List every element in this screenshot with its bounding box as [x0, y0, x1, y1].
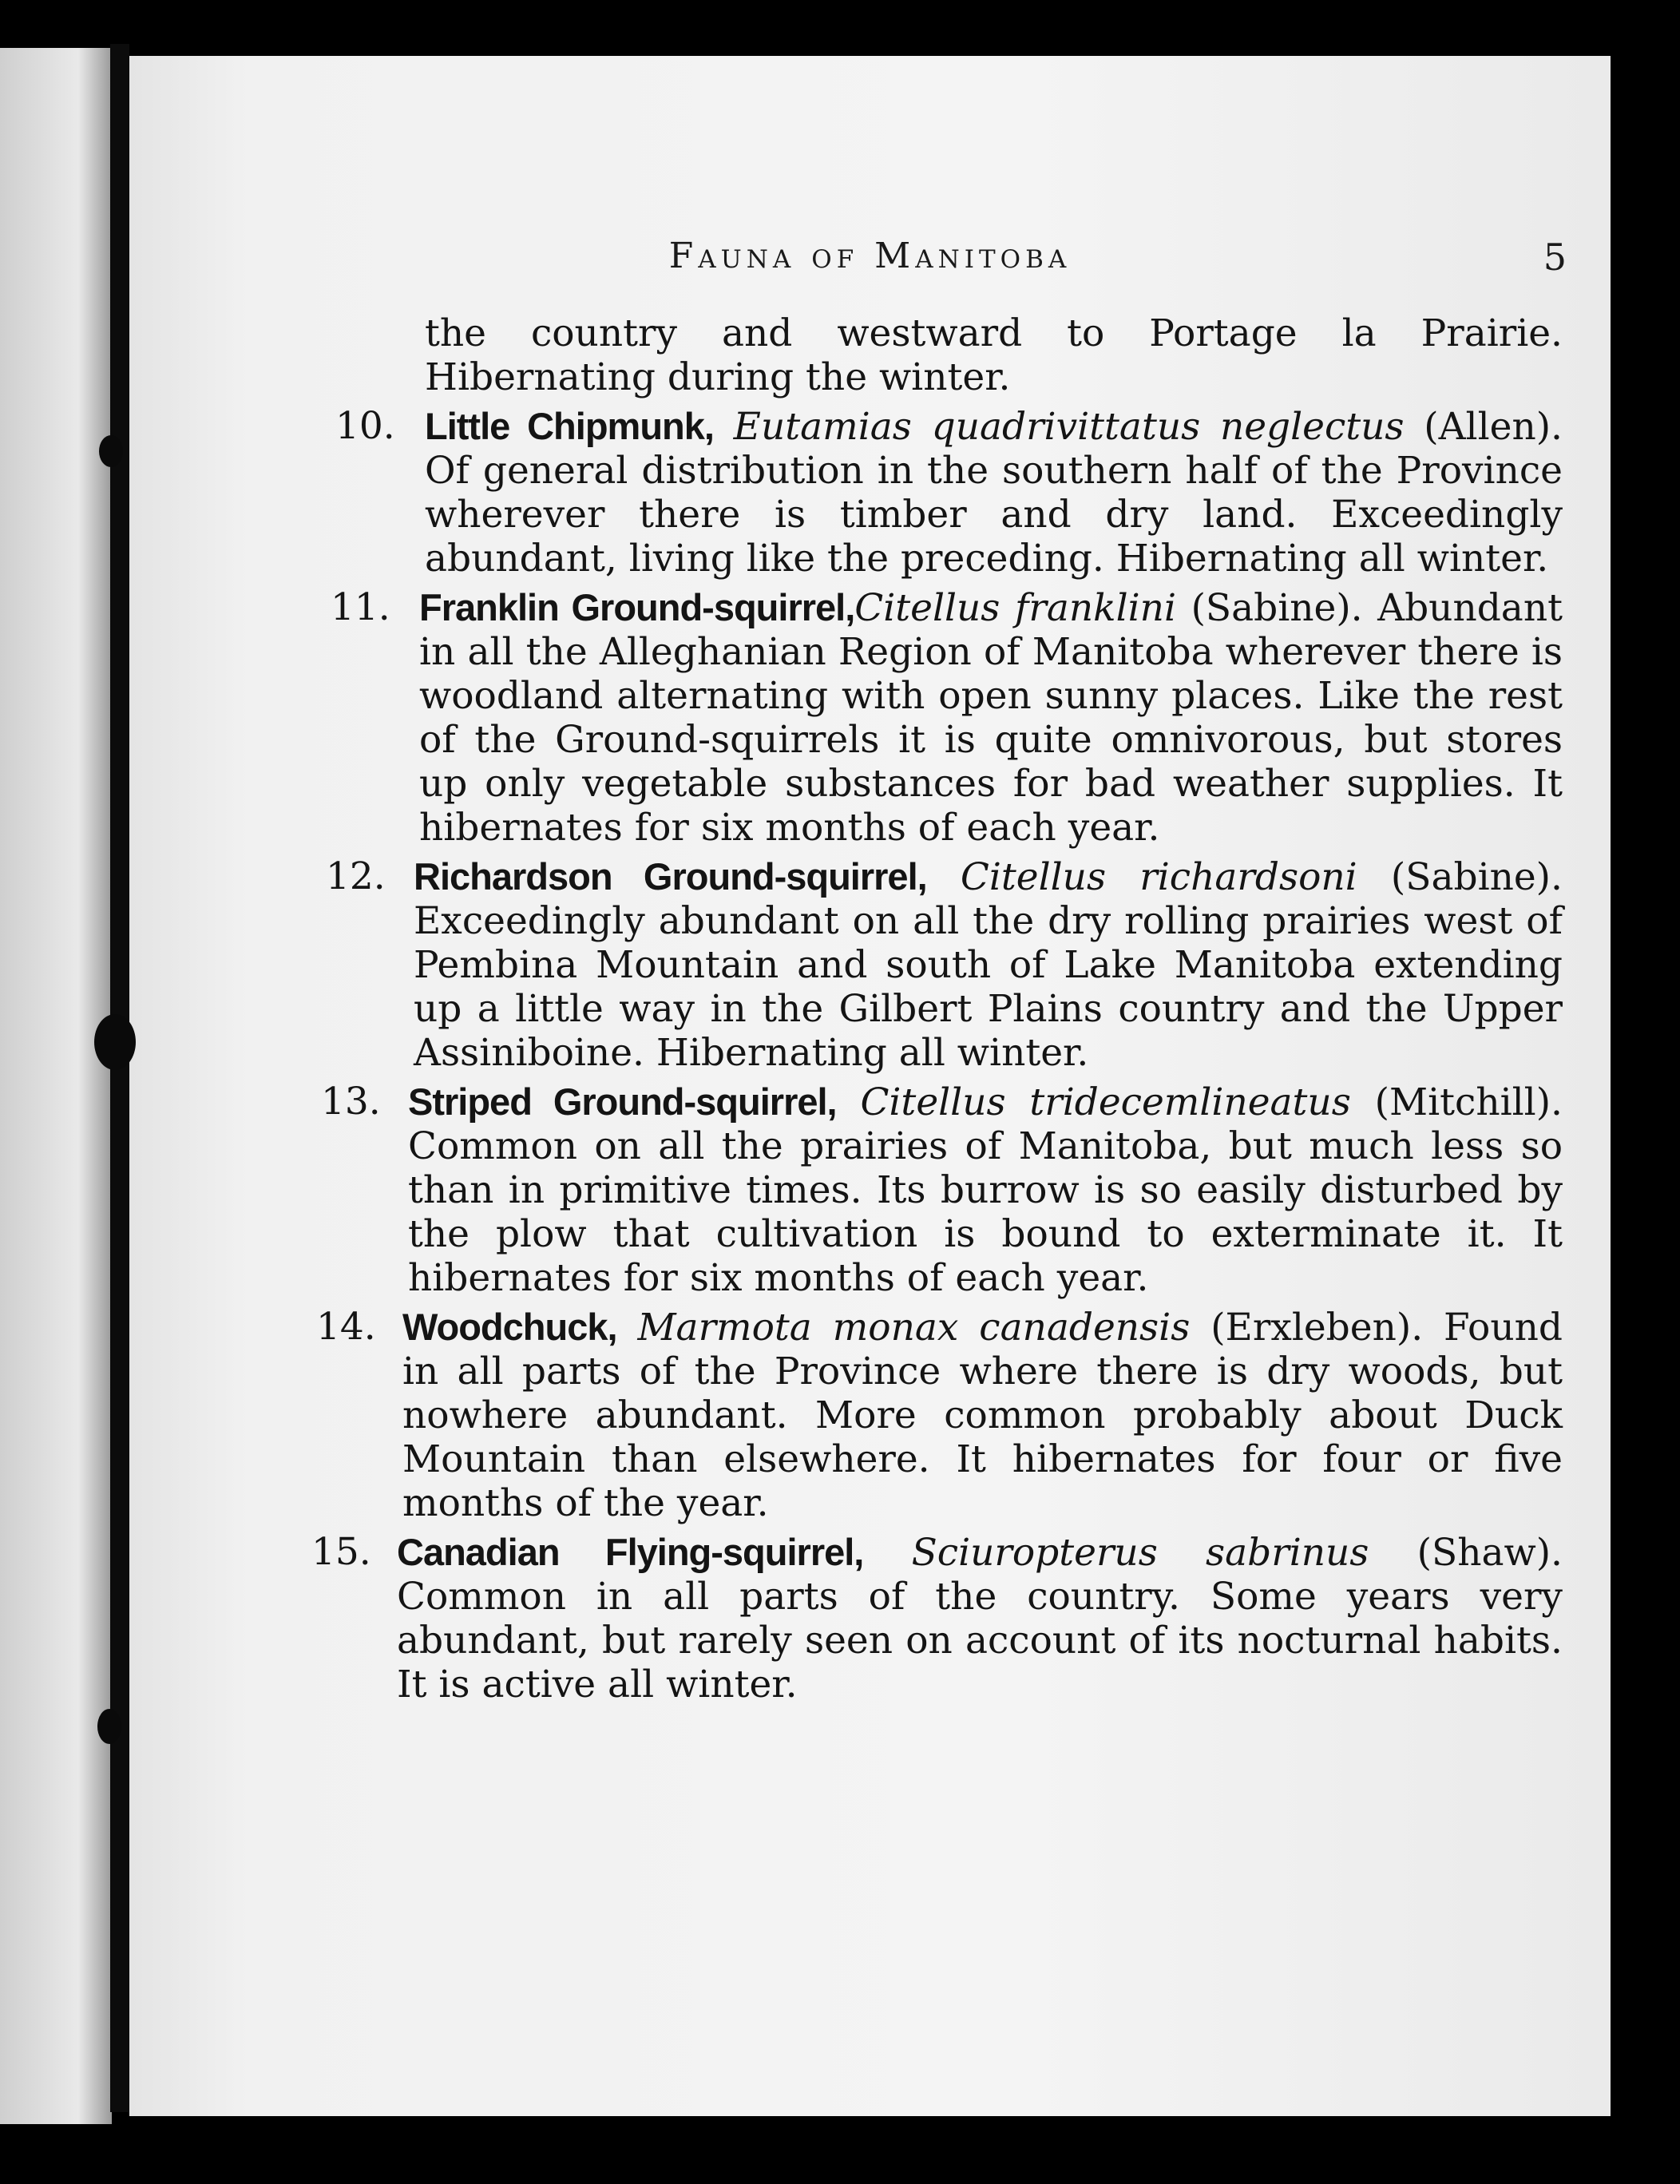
entry-description: (Erxleben). Found in all parts of the Province where there is dry woods, but nowhere abundant. More common probably about Duck Mountain than elsewhere. It hibernates for four or five months of the year.	[402, 1306, 1563, 1525]
entry-description: (Allen). Of general distribution in the southern half of the Province wherever there is timber and dry land. Exceedingly abundant, living like the preceding. Hibernating all winter.	[425, 405, 1563, 581]
page-title: Fauna of Manitoba	[668, 236, 1072, 276]
common-name: Franklin Ground-squirrel,	[419, 586, 855, 628]
entry-description: (Sabine). Abundant in all the Alleghanian Region of Manitoba wherever there is woodland alternating with open sunny places. Like the rest of the Ground-squirrels it is quite omnivorous, but stores up only vegetable substances for bad weather supplies. It hibernates for six months of each year.	[419, 586, 1563, 850]
species-entry	[129, 854, 1611, 1075]
scientific-name: Eutamias quadrivittatus neglectus	[733, 405, 1405, 449]
entry-number: 12.	[326, 854, 386, 898]
running-head	[129, 224, 1611, 295]
facing-page-edge	[0, 48, 112, 2124]
species-entry	[129, 1080, 1611, 1300]
page-number: 5	[1543, 236, 1567, 279]
book-page	[129, 56, 1611, 2116]
page-body	[129, 311, 1611, 1706]
common-name: Richardson Ground-squirrel,	[414, 855, 927, 898]
continuation-paragraph: the country and westward to Portage la Prairie. Hibernating during the winter.	[425, 311, 1563, 399]
book-spine	[110, 44, 129, 2112]
entry-number: 14.	[316, 1305, 376, 1349]
scientific-name: Sciuropterus sabrinus	[911, 1531, 1369, 1575]
common-name: Little Chipmunk,	[425, 405, 714, 447]
common-name: Canadian Flying-squirrel,	[397, 1531, 864, 1573]
entry-description: (Shaw). Common in all parts of the country. Some years very abundant, but rarely seen on account of its nocturnal habits. It is active all winter.	[397, 1531, 1563, 1706]
entry-number: 15.	[311, 1530, 371, 1574]
entry-number: 11.	[331, 585, 390, 629]
spine-damage-mark	[94, 1014, 136, 1070]
entry-number: 10.	[335, 404, 395, 448]
entry-description: (Sabine). Exceedingly abundant on all the dry rolling prairies west of Pembina Mountain and south of Lake Manitoba extending up a little way in the Gilbert Plains country and the Upper Assiniboine. Hibernating all winter.	[414, 855, 1563, 1075]
species-entry	[129, 1305, 1611, 1525]
scientific-name: Citellus richardsoni	[960, 855, 1357, 899]
scientific-name: Marmota monax canadensis	[637, 1306, 1191, 1350]
species-entry	[129, 404, 1611, 581]
spine-damage-mark	[97, 1709, 121, 1744]
species-entry	[129, 585, 1611, 850]
entry-number: 13.	[321, 1080, 381, 1124]
spine-damage-mark	[99, 435, 123, 467]
entry-description: (Mitchill). Common on all the prairies of Manitoba, but much less so than in primitive times. Its burrow is so easily disturbed by the plow that cultivation is bound to exterminate it. It hibernates for six months of each year.	[408, 1080, 1563, 1300]
common-name: Woodchuck,	[402, 1306, 617, 1348]
scientific-name: Citellus franklini	[854, 586, 1176, 630]
common-name: Striped Ground-squirrel,	[408, 1080, 837, 1123]
species-entry	[129, 1530, 1611, 1706]
scientific-name: Citellus tridecemlineatus	[860, 1080, 1351, 1124]
